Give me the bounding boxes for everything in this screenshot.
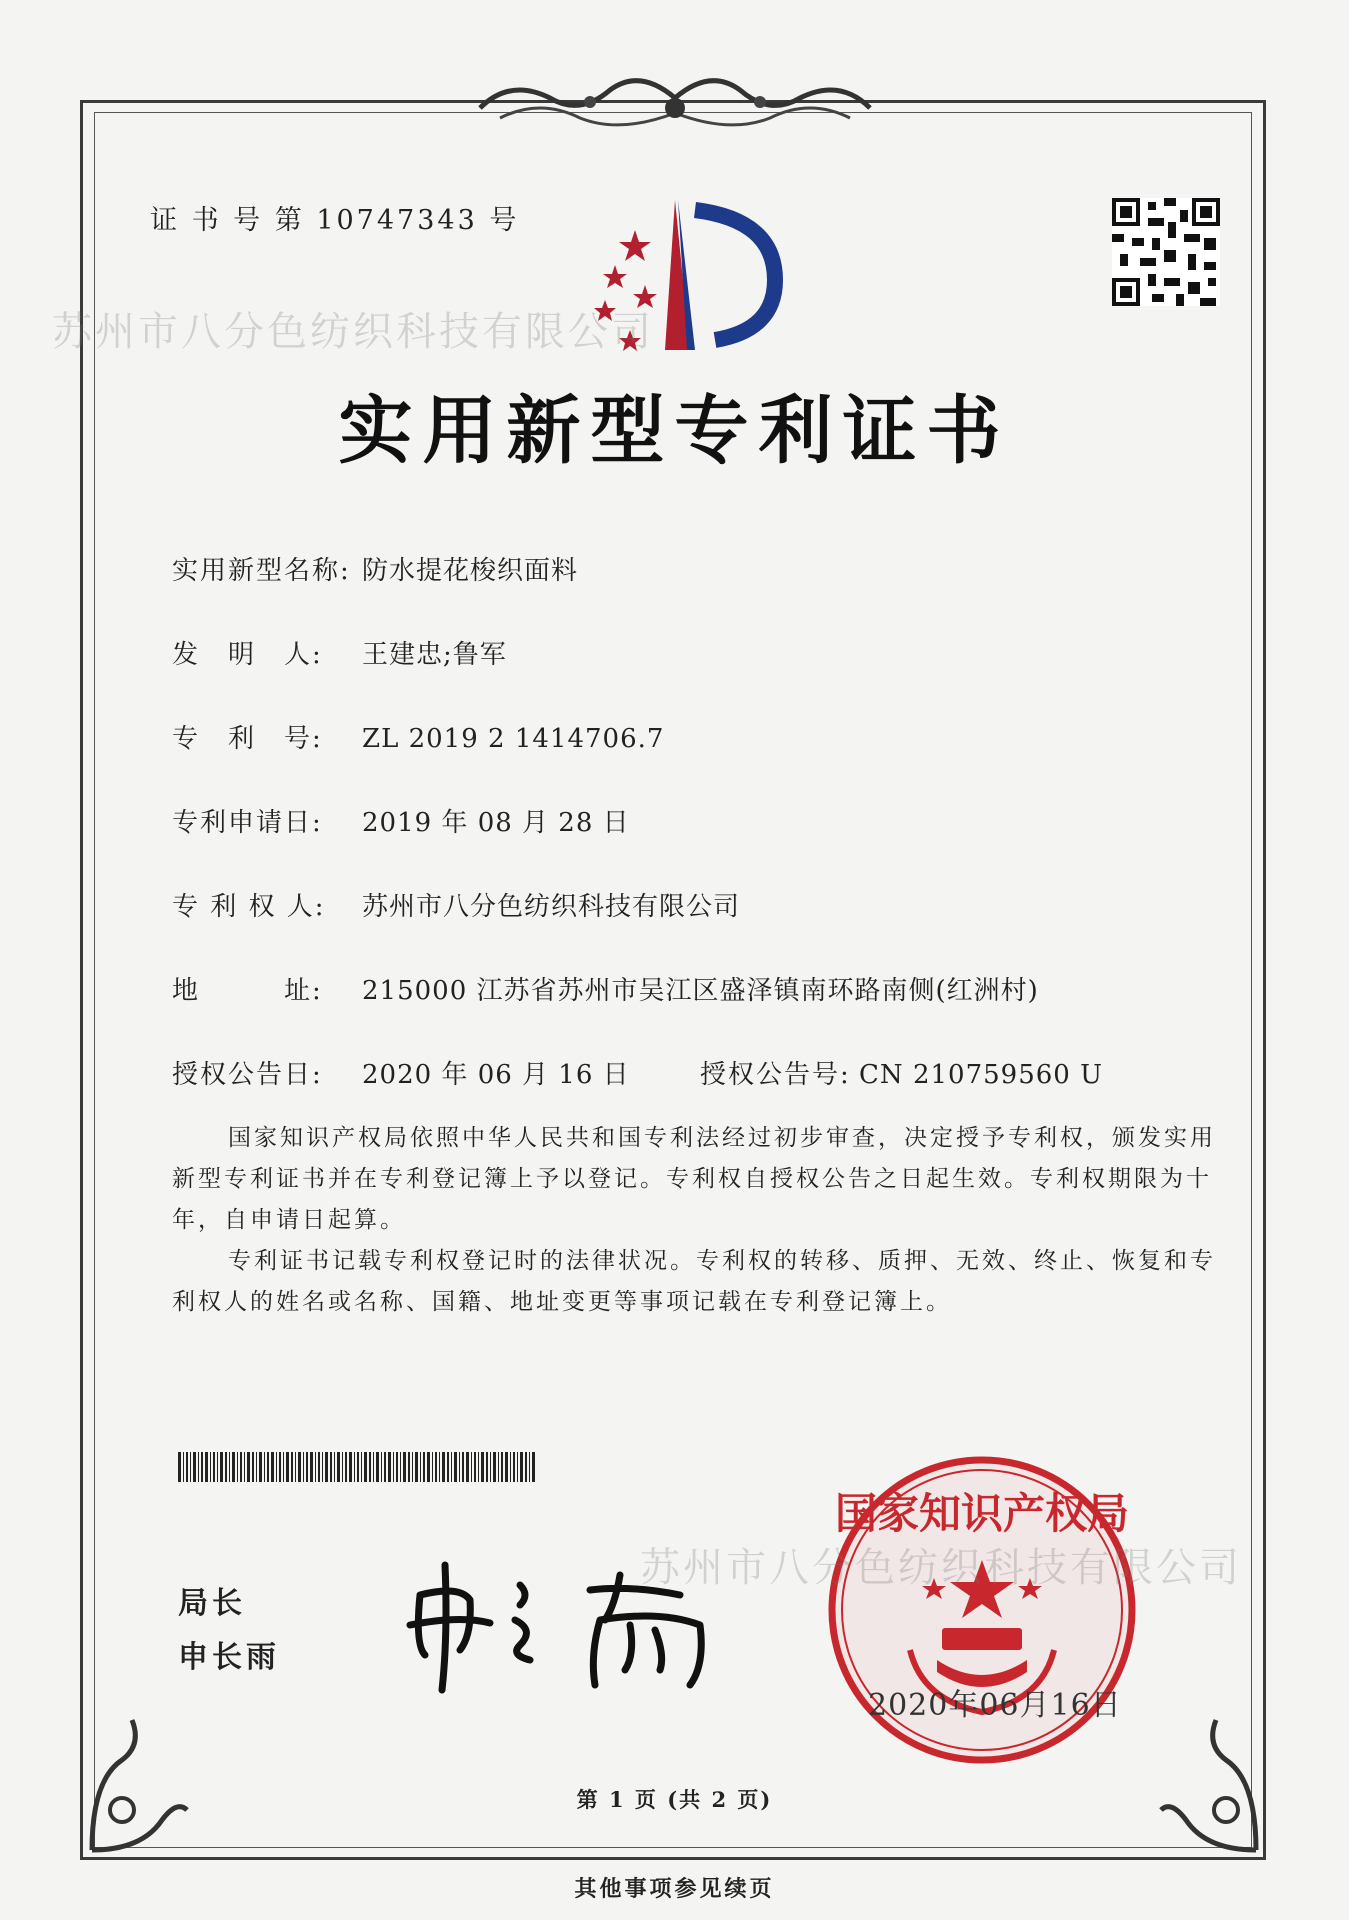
- legal-paragraph-1: 国家知识产权局依照中华人民共和国专利法经过初步审查，决定授予专利权，颁发实用新型专利证书并在专利登记簿上予以登记。专利权自授权公告之日起生效。专利权期限为十年，自申请日起算。: [172, 1125, 1216, 1233]
- legal-paragraph-2: 专利证书记载专利权登记时的法律状况。专利权的转移、质押、无效、终止、恢复和专利权人的姓名或名称、国籍、地址变更等事项记载在专利登记簿上。: [172, 1248, 1216, 1315]
- field-inventor: [172, 634, 507, 671]
- field-patentee: [172, 886, 740, 923]
- field-label: 授权公告日:: [172, 1060, 323, 1090]
- field-label: 地 址:: [172, 976, 323, 1006]
- field-value: ZL 2019 2 1414706.7: [362, 724, 665, 754]
- watermark-bottom: 苏州市八分色纺织科技有限公司: [640, 1545, 1242, 1591]
- field-patent-number: [172, 718, 664, 755]
- top-ornament-icon: [470, 68, 880, 138]
- director-title: 局长: [178, 1586, 246, 1621]
- field-value: 王建忠;鲁军: [362, 640, 507, 670]
- continued-note: 其他事项参见续页: [574, 1876, 775, 1902]
- field-label: 专 利 权 人:: [172, 892, 326, 922]
- field-value: CN 210759560 U: [859, 1060, 1103, 1090]
- field-grant-date: [172, 1054, 630, 1091]
- seal-date: 2020年06月16日: [868, 1688, 1122, 1723]
- field-label: 专利申请日:: [172, 808, 323, 838]
- field-value: 防水提花梭织面料: [362, 556, 579, 586]
- field-value: 2019 年 08 月 28 日: [362, 808, 630, 838]
- bottom-left-ornament-icon: [82, 1700, 192, 1860]
- director-name: 申长雨: [178, 1640, 280, 1675]
- field-utility-model-name: [172, 550, 578, 587]
- field-label: 实用新型名称:: [172, 556, 351, 586]
- field-filing-date: [172, 802, 630, 839]
- document-title: 实用新型专利证书: [338, 388, 1011, 474]
- field-address: [172, 970, 1039, 1007]
- field-grant-number: [700, 1054, 1103, 1091]
- field-label: 专 利 号:: [172, 724, 323, 754]
- field-value: 215000 江苏省苏州市吴江区盛泽镇南环路南侧(红洲村): [362, 976, 1039, 1006]
- bottom-right-ornament-icon: [1156, 1700, 1266, 1860]
- certificate-number: 证 书 号 第 10747343 号: [150, 205, 520, 236]
- field-value: 苏州市八分色纺织科技有限公司: [362, 892, 741, 922]
- field-value: 2020 年 06 月 16 日: [362, 1060, 630, 1090]
- seal-org-text: 国家知识产权局: [834, 1489, 1130, 1538]
- watermark-top: 苏州市八分色纺织科技有限公司: [52, 309, 654, 355]
- barcode-icon: [178, 1452, 538, 1482]
- page-number: 第 1 页 (共 2 页): [576, 1787, 773, 1812]
- field-label: 发 明 人:: [172, 640, 323, 670]
- field-label: 授权公告号:: [700, 1060, 851, 1090]
- qr-code-icon: [1112, 198, 1220, 306]
